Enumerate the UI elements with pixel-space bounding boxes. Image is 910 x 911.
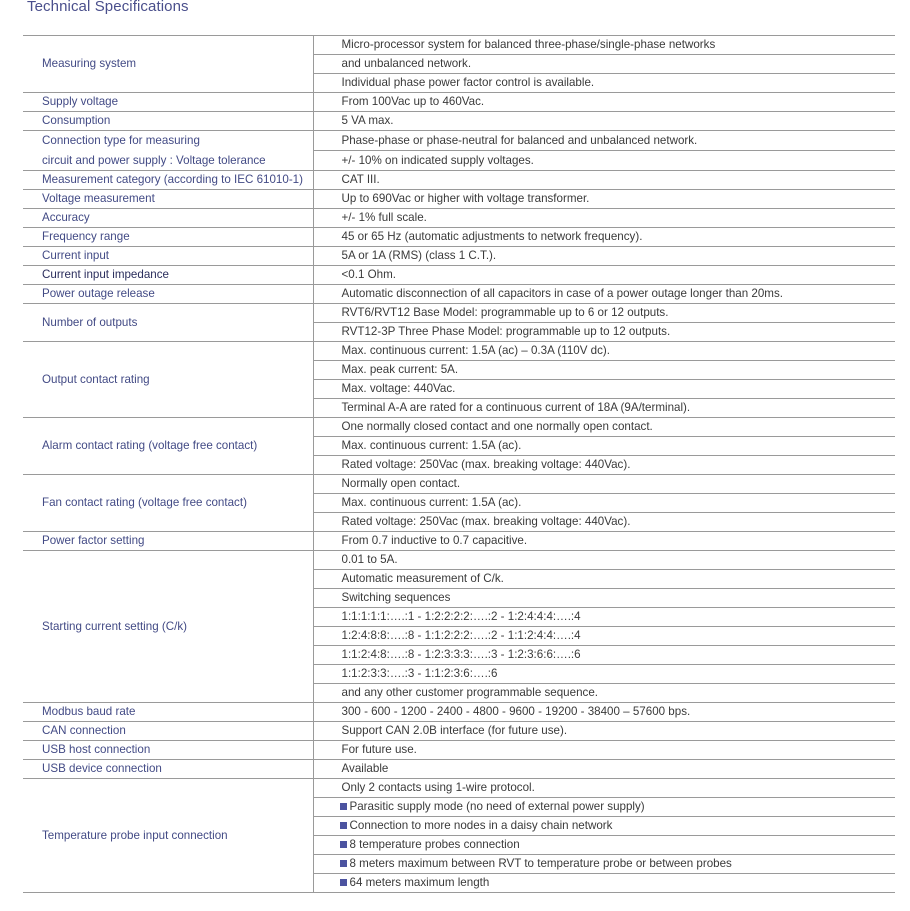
spec-value-text: From 0.7 inductive to 0.7 capacitive. bbox=[341, 534, 528, 547]
square-bullet-icon bbox=[340, 860, 347, 867]
spec-value-text: Terminal A-A are rated for a continuous current of 18A (9A/terminal). bbox=[341, 401, 691, 414]
spec-row bbox=[23, 532, 895, 551]
spec-row bbox=[23, 228, 895, 247]
spec-value bbox=[313, 418, 895, 437]
spec-value-text: CAT III. bbox=[341, 173, 380, 186]
spec-value-text: Automatic measurement of C/k. bbox=[341, 572, 504, 585]
spec-value-text: Micro-processor system for balanced three-phase/single-phase networks bbox=[341, 38, 716, 51]
spec-row bbox=[23, 131, 895, 151]
page-title: Technical Specifications bbox=[27, 0, 189, 15]
spec-value-text: Max. voltage: 440Vac. bbox=[341, 382, 456, 395]
spec-value-text: +/- 1% full scale. bbox=[341, 211, 427, 224]
spec-value bbox=[313, 456, 895, 475]
square-bullet-icon bbox=[340, 841, 347, 848]
spec-value-text: and any other customer programmable sequence. bbox=[341, 686, 598, 699]
spec-value-text: One normally closed contact and one normally open contact. bbox=[341, 420, 653, 433]
spec-parameter: Number of outputs bbox=[23, 304, 313, 342]
spec-value bbox=[313, 798, 895, 817]
spec-value bbox=[313, 151, 895, 171]
spec-value bbox=[313, 532, 895, 551]
spec-value bbox=[313, 551, 895, 570]
spec-value-text: Only 2 contacts using 1-wire protocol. bbox=[341, 781, 535, 794]
square-bullet-icon bbox=[340, 803, 347, 810]
spec-row bbox=[23, 190, 895, 209]
spec-value-text: Rated voltage: 250Vac (max. breaking voltage: 440Vac). bbox=[341, 515, 631, 528]
square-bullet-icon bbox=[340, 879, 347, 886]
spec-row bbox=[23, 93, 895, 112]
spec-value bbox=[313, 342, 895, 361]
spec-value bbox=[313, 361, 895, 380]
spec-value-text: RVT12-3P Three Phase Model: programmable up to 12 outputs. bbox=[341, 325, 671, 338]
spec-value-text: From 100Vac up to 460Vac. bbox=[341, 95, 485, 108]
spec-parameter: Starting current setting (C/k) bbox=[23, 551, 313, 703]
spec-row bbox=[23, 209, 895, 228]
spec-row bbox=[23, 285, 895, 304]
spec-parameter: Supply voltage bbox=[23, 93, 313, 112]
spec-parameter: Power factor setting bbox=[23, 532, 313, 551]
spec-value bbox=[313, 131, 895, 151]
spec-row bbox=[23, 475, 895, 494]
spec-parameter: Output contact rating bbox=[23, 342, 313, 418]
spec-value-text: RVT6/RVT12 Base Model: programmable up to 6 or 12 outputs. bbox=[341, 306, 669, 319]
spec-row bbox=[23, 722, 895, 741]
spec-value-text: Max. continuous current: 1.5A (ac) – 0.3A (110V dc). bbox=[341, 344, 611, 357]
spec-value bbox=[313, 93, 895, 112]
spec-parameter: Current input bbox=[23, 247, 313, 266]
spec-row bbox=[23, 342, 895, 361]
spec-parameter: Fan contact rating (voltage free contact) bbox=[23, 475, 313, 532]
spec-value bbox=[313, 74, 895, 93]
spec-parameter: Alarm contact rating (voltage free contact) bbox=[23, 418, 313, 475]
spec-value bbox=[313, 247, 895, 266]
spec-value bbox=[313, 399, 895, 418]
spec-parameter: Current input impedance bbox=[23, 266, 313, 285]
spec-value bbox=[313, 437, 895, 456]
spec-value-text: Available bbox=[341, 762, 389, 775]
spec-parameter: Temperature probe input connection bbox=[23, 779, 313, 893]
spec-value-text: 45 or 65 Hz (automatic adjustments to network frequency). bbox=[341, 230, 643, 243]
spec-value bbox=[313, 779, 895, 798]
spec-table-body bbox=[23, 36, 895, 893]
spec-value bbox=[313, 703, 895, 722]
spec-parameter: Measurement category (according to IEC 61010-1) bbox=[23, 171, 313, 190]
spec-value-text: 8 meters maximum between RVT to temperature probe or between probes bbox=[349, 857, 732, 870]
spec-parameter: Consumption bbox=[23, 112, 313, 131]
spec-value-text: Normally open contact. bbox=[341, 477, 461, 490]
spec-value-text: Phase-phase or phase-neutral for balanced and unbalanced network. bbox=[341, 133, 698, 147]
spec-value bbox=[313, 380, 895, 399]
spec-parameter: USB host connection bbox=[23, 741, 313, 760]
spec-value bbox=[313, 665, 895, 684]
spec-value bbox=[313, 494, 895, 513]
spec-value bbox=[313, 589, 895, 608]
spec-value-text: 1:1:1:1:1:….:1 - 1:2:2:2:2:….:2 - 1:2:4:4:4:….:4 bbox=[341, 610, 581, 623]
spec-value bbox=[313, 112, 895, 131]
square-bullet-icon bbox=[340, 822, 347, 829]
spec-value bbox=[313, 513, 895, 532]
spec-parameter: Voltage measurement bbox=[23, 190, 313, 209]
spec-value bbox=[313, 55, 895, 74]
spec-value-text: Individual phase power factor control is available. bbox=[341, 76, 595, 89]
spec-value bbox=[313, 817, 895, 836]
spec-value bbox=[313, 608, 895, 627]
spec-value-text: Max. continuous current: 1.5A (ac). bbox=[341, 496, 522, 509]
spec-parameter: CAN connection bbox=[23, 722, 313, 741]
spec-table bbox=[23, 35, 895, 893]
spec-value-text: Support CAN 2.0B interface (for future use). bbox=[341, 724, 568, 737]
spec-value bbox=[313, 760, 895, 779]
spec-parameter-line: Connection type for measuring bbox=[42, 134, 200, 147]
spec-row bbox=[23, 760, 895, 779]
spec-row bbox=[23, 551, 895, 570]
spec-value bbox=[313, 209, 895, 228]
spec-value-text: +/- 10% on indicated supply voltages. bbox=[341, 153, 534, 167]
spec-parameter: Frequency range bbox=[23, 228, 313, 247]
spec-row bbox=[23, 779, 895, 798]
spec-value-text: 5A or 1A (RMS) (class 1 C.T.). bbox=[341, 249, 497, 262]
spec-value-text: Max. peak current: 5A. bbox=[341, 363, 459, 376]
spec-value-text: Max. continuous current: 1.5A (ac). bbox=[341, 439, 522, 452]
spec-value-text: and unbalanced network. bbox=[341, 57, 472, 70]
spec-value-text: 1:2:4:8:8:….:8 - 1:1:2:2:2:….:2 - 1:1:2:4:4:….:4 bbox=[341, 629, 581, 642]
spec-value-text: 64 meters maximum length bbox=[349, 876, 490, 889]
spec-value-text: For future use. bbox=[341, 743, 417, 756]
spec-value-text: 0.01 to 5A. bbox=[341, 553, 398, 566]
spec-value bbox=[313, 627, 895, 646]
spec-value bbox=[313, 741, 895, 760]
spec-value bbox=[313, 646, 895, 665]
spec-value-text: Parasitic supply mode (no need of external power supply) bbox=[349, 800, 645, 813]
spec-value bbox=[313, 323, 895, 342]
spec-value bbox=[313, 855, 895, 874]
spec-row bbox=[23, 418, 895, 437]
spec-parameter: Modbus baud rate bbox=[23, 703, 313, 722]
spec-value-text: Switching sequences bbox=[341, 591, 451, 604]
spec-value bbox=[313, 836, 895, 855]
spec-value-text: 8 temperature probes connection bbox=[349, 838, 520, 851]
spec-value bbox=[313, 684, 895, 703]
spec-value bbox=[313, 304, 895, 323]
spec-value-text: Up to 690Vac or higher with voltage transformer. bbox=[341, 192, 590, 205]
spec-value-text: <0.1 Ohm. bbox=[341, 268, 396, 281]
spec-value-text: Rated voltage: 250Vac (max. breaking voltage: 440Vac). bbox=[341, 458, 631, 471]
spec-value-text: 5 VA max. bbox=[341, 114, 394, 127]
spec-value-text: 1:1:2:3:3:….:3 - 1:1:2:3:6:….:6 bbox=[341, 667, 498, 680]
spec-value bbox=[313, 190, 895, 209]
spec-parameter: Accuracy bbox=[23, 209, 313, 228]
spec-value-text: 1:1:2:4:8:….:8 - 1:2:3:3:3:….:3 - 1:2:3:6:6:….:6 bbox=[341, 648, 581, 661]
spec-row bbox=[23, 304, 895, 323]
spec-value-text: Connection to more nodes in a daisy chain network bbox=[349, 819, 613, 832]
spec-value bbox=[313, 228, 895, 247]
spec-value bbox=[313, 722, 895, 741]
spec-row bbox=[23, 36, 895, 55]
spec-value bbox=[313, 171, 895, 190]
spec-row bbox=[23, 247, 895, 266]
spec-row bbox=[23, 171, 895, 190]
spec-value bbox=[313, 36, 895, 55]
spec-value bbox=[313, 266, 895, 285]
spec-value-text: Automatic disconnection of all capacitors in case of a power outage longer than 20ms. bbox=[341, 287, 783, 300]
spec-row bbox=[23, 703, 895, 722]
spec-parameter: USB device connection bbox=[23, 760, 313, 779]
spec-value bbox=[313, 285, 895, 304]
spec-row bbox=[23, 741, 895, 760]
spec-row bbox=[23, 112, 895, 131]
spec-value bbox=[313, 475, 895, 494]
spec-parameter: Power outage release bbox=[23, 285, 313, 304]
spec-parameter bbox=[23, 131, 313, 171]
spec-row bbox=[23, 266, 895, 285]
spec-parameter: Measuring system bbox=[23, 36, 313, 93]
spec-value bbox=[313, 874, 895, 893]
spec-value-text: 300 - 600 - 1200 - 2400 - 4800 - 9600 - 19200 - 38400 – 57600 bps. bbox=[341, 705, 691, 718]
spec-value bbox=[313, 570, 895, 589]
spec-parameter-line: circuit and power supply : Voltage tolerance bbox=[42, 153, 266, 167]
